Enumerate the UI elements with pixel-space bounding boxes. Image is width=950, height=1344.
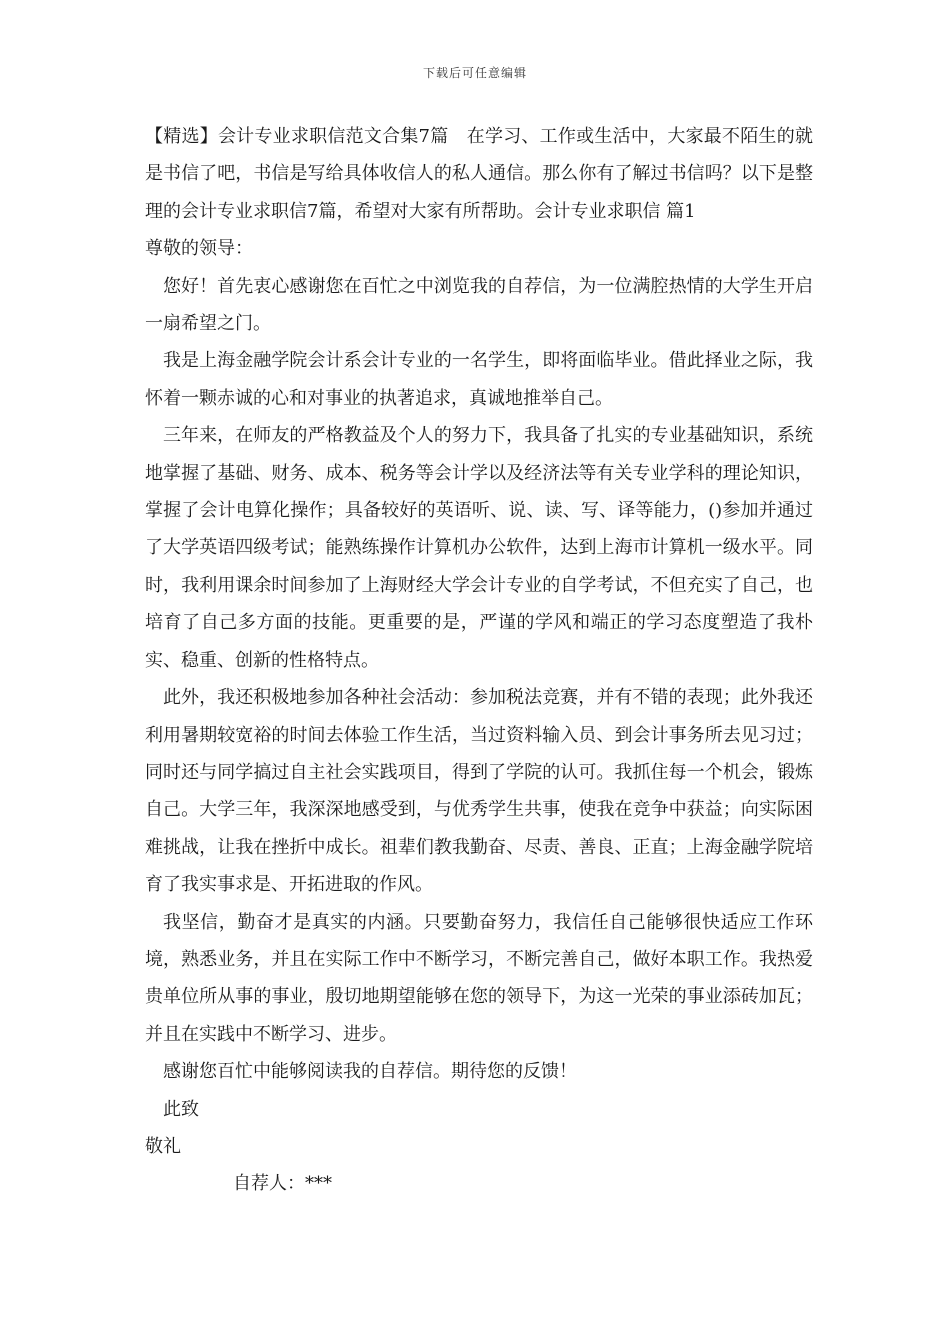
intro-paragraph: 【精选】会计专业求职信范文合集7篇 在学习、工作或生活中，大家最不陌生的就是书信了吧，书信是写给具体收信人的私人通信。那么你有了解过书信吗？以下是整理的会计专业求职信7篇，希望对大家有所帮助。会计专业求职信 篇1 [145,126,813,222]
salutation: 尊敬的领导： [145,238,253,260]
document-body [145,118,813,1203]
closing-phrase: 此致 [163,1098,199,1120]
body-paragraph: 三年来，在师友的严格教益及个人的努力下，我具备了扎实的专业基础知识，系统地掌握了基础、财务、成本、税务等会计学以及经济法等有关专业学科的理论知识，掌握了会计电算化操作；具备较好的英语听、说、读、写、译等能力，()参加并通过了大学英语四级考试；能熟练操作计算机办公软件，达到上海市计算机一级水平。同时，我利用课余时间参加了上海财经大学会计专业的自学考试，不但充实了自己，也培育了自己多方面的技能。更重要的是，严谨的学风和端正的学习态度塑造了我朴实、稳重、创新的性格特点。 [145,425,813,671]
signature: 自荐人：*** [233,1173,332,1195]
body-paragraph: 我坚信，勤奋才是真实的内涵。只要勤奋努力，我信任自己能够很快适应工作环境，熟悉业务，并且在实际工作中不断学习，不断完善自己，做好本职工作。我热爱贵单位所从事的事业，殷切地期望能够在您的领导下，为这一光荣的事业添砖加瓦；并且在实践中不断学习、进步。 [145,911,813,1045]
body-paragraph: 感谢您百忙中能够阅读我的自荐信。期待您的反馈！ [163,1061,577,1083]
body-paragraph: 您好！首先衷心感谢您在百忙之中浏览我的自荐信，为一位满腔热情的大学生开启一扇希望之门。 [145,275,813,335]
page-header-note: 下载后可任意编辑 [422,66,527,80]
body-paragraph: 此外，我还积极地参加各种社会活动：参加税法竞赛，并有不错的表现；此外我还利用暑期较宽裕的时间去体验工作生活，当过资料输入员、到会计事务所去见习过；同时还与同学搞过自主社会实践项目，得到了学院的认可。我抓住每一个机会，锻炼自己。大学三年，我深深地感受到，与优秀学生共事，使我在竞争中获益；向实际困难挑战，让我在挫折中成长。祖辈们教我勤奋、尽责、善良、正直；上海金融学院培育了我实事求是、开拓进取的作风。 [145,687,813,896]
body-paragraph: 我是上海金融学院会计系会计专业的一名学生，即将面临毕业。借此择业之际，我怀着一颗赤诚的心和对事业的执著追求，真诚地推举自己。 [145,350,813,409]
regards: 敬礼 [145,1135,181,1157]
